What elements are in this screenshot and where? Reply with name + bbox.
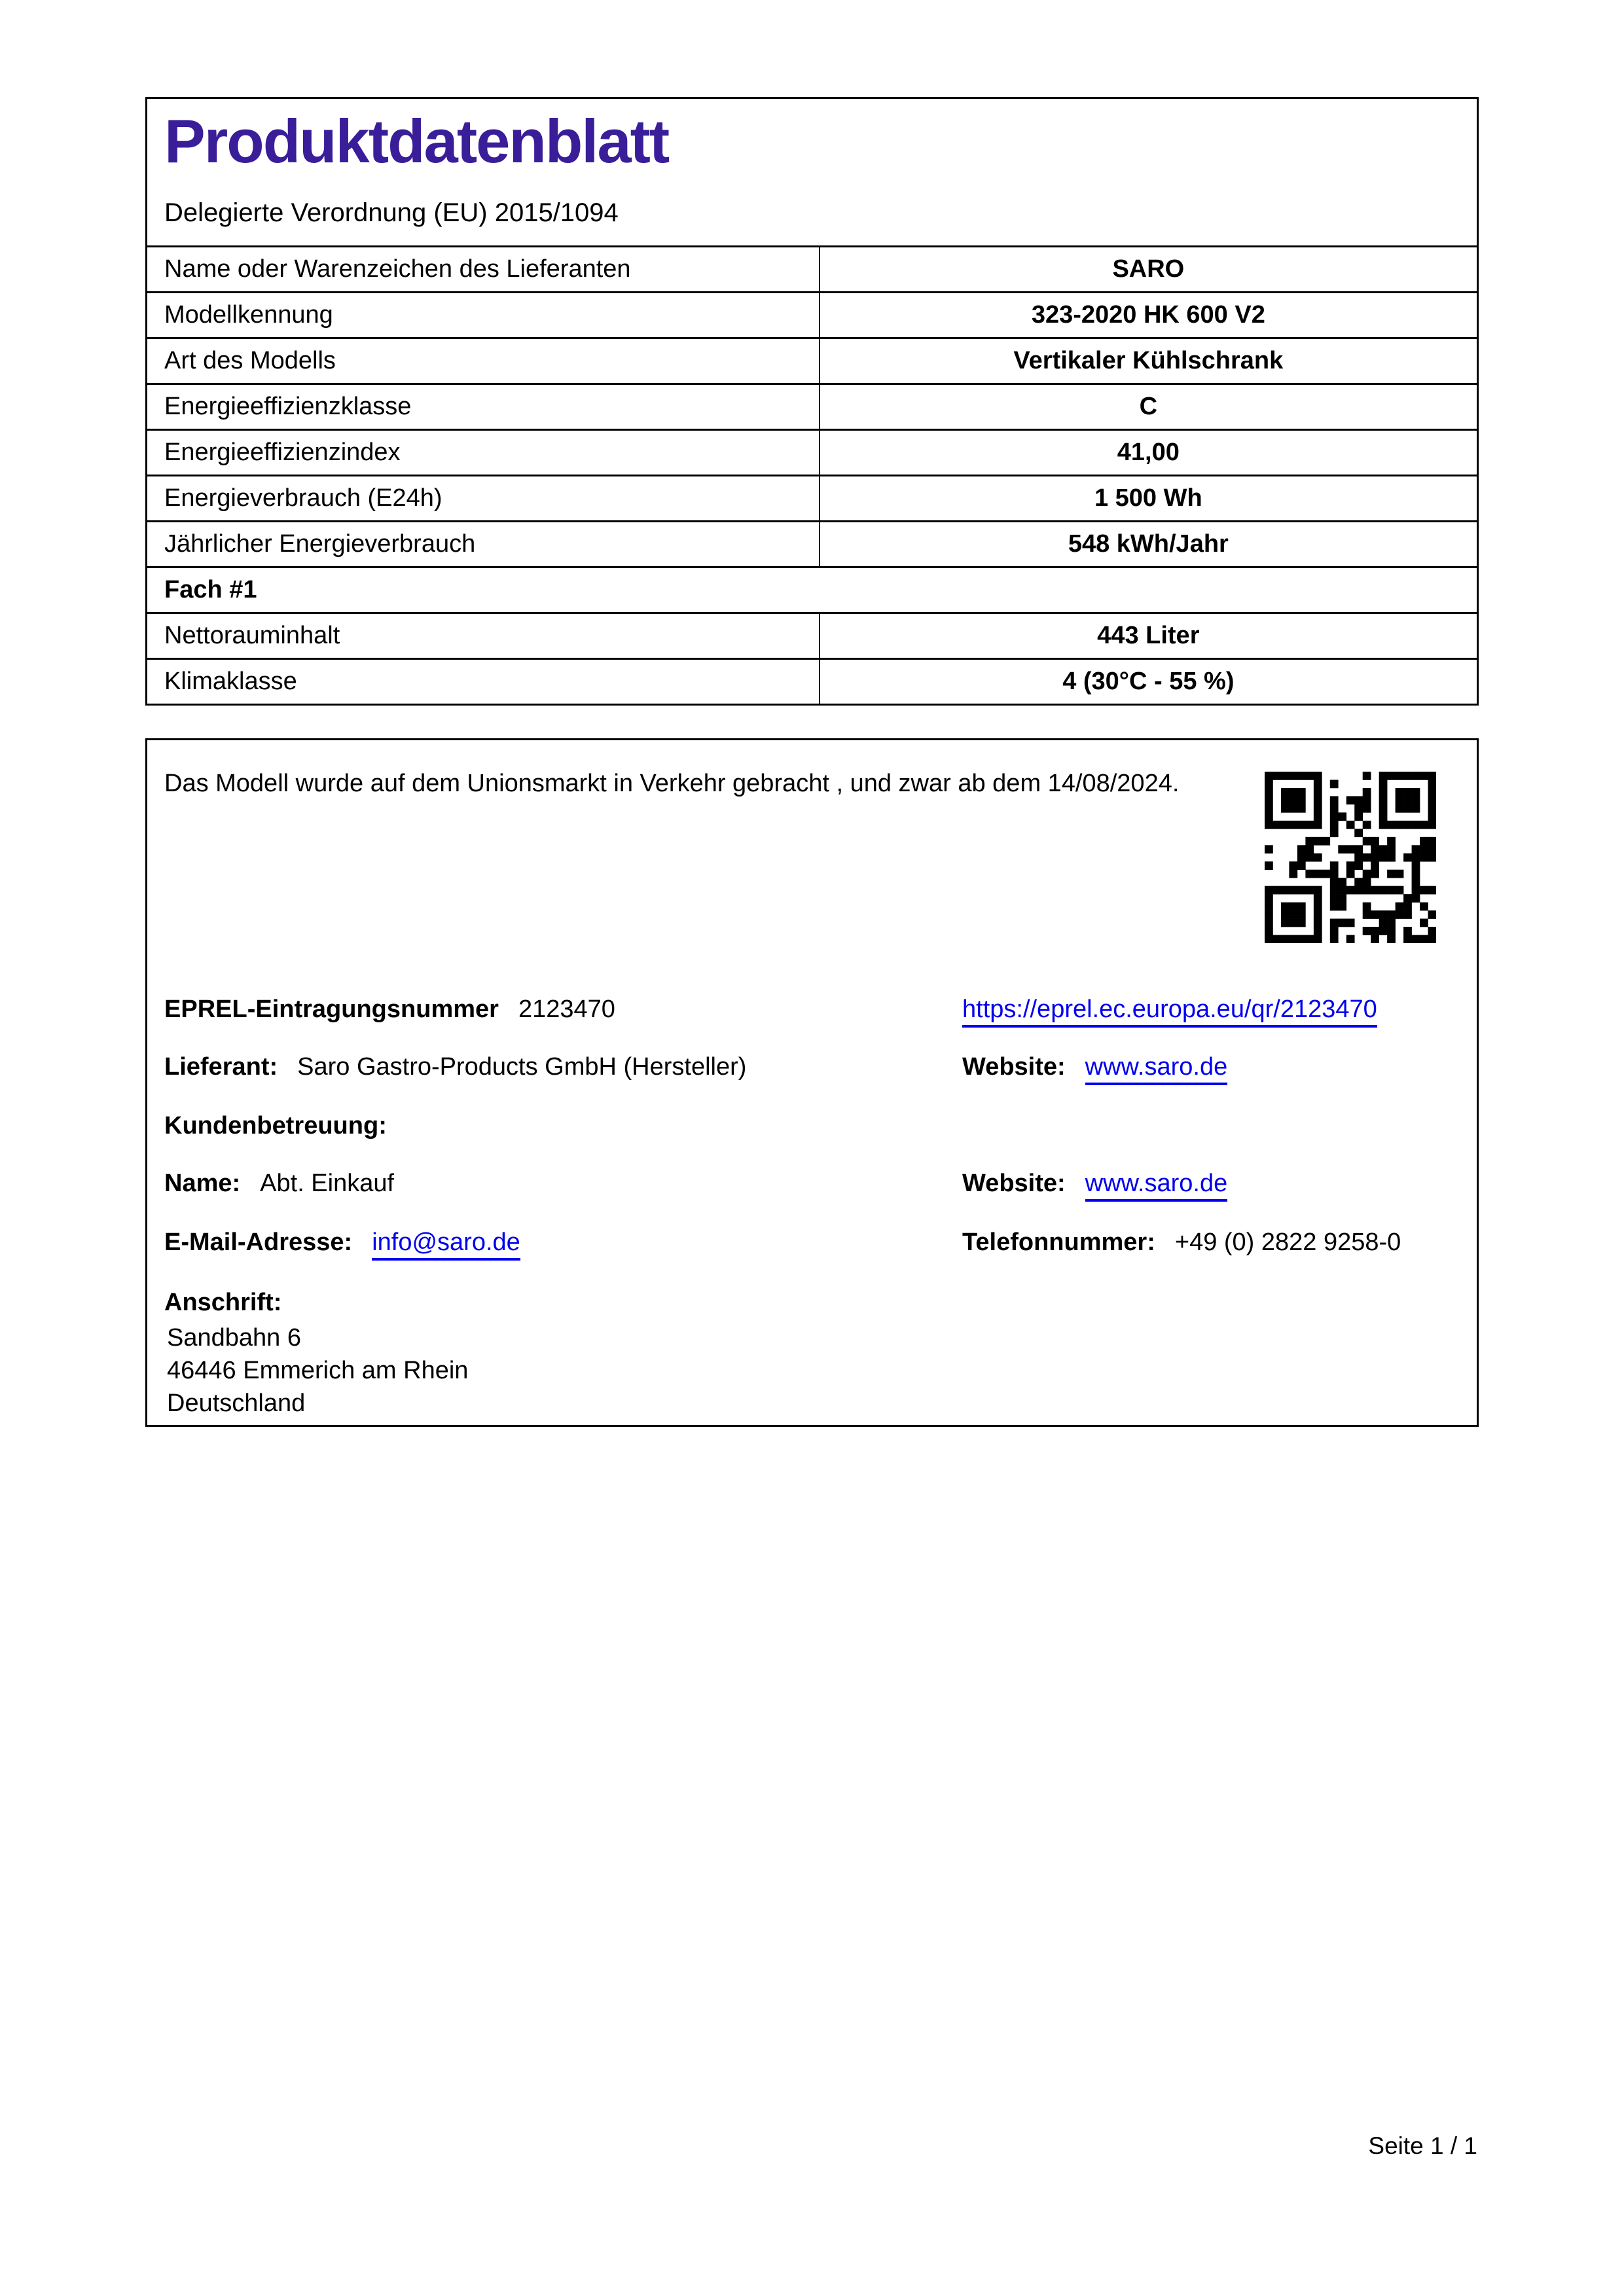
table-section-row [147,566,1477,612]
eprel-number-line [164,996,615,1024]
spec-label: Name oder Warenzeichen des Lieferanten [147,247,820,291]
spec-value: Vertikaler Kühlschrank [1013,347,1284,374]
email-line [164,1229,520,1257]
market-placement-text: Das Modell wurde auf dem Unionsmarkt in Verkehr gebracht , und zwar ab dem 14/08/2024. [164,770,1180,797]
qr-code-icon [1265,772,1436,943]
supplier-line [164,1053,746,1081]
spec-value: 1 500 Wh [1094,484,1202,512]
website-line [962,1053,1227,1081]
phone-line [962,1229,1401,1257]
spec-label: Klimaklasse [147,660,820,704]
spec-value: C [1139,393,1158,420]
table-row [147,245,1477,291]
phone-value: +49 (0) 2822 9258-0 [1174,1229,1401,1256]
spec-label: Energieeffizienzindex [147,431,820,475]
table-row [147,612,1477,658]
contact-name-value: Abt. Einkauf [260,1170,395,1197]
website-link[interactable]: www.saro.de [1085,1053,1228,1085]
eprel-number-value: 2123470 [518,996,615,1023]
supplier-label: Lieferant: [164,1053,278,1081]
spec-label: Jährlicher Energieverbrauch [147,522,820,566]
website-link-2[interactable]: www.saro.de [1085,1170,1228,1202]
address-street: Sandbahn 6 [167,1324,301,1352]
spec-label: Energieeffizienzklasse [147,385,820,429]
regulation-subtitle: Delegierte Verordnung (EU) 2015/1094 [164,198,619,227]
page-number: Seite 1 / 1 [1368,2132,1477,2159]
table-row [147,383,1477,429]
address-city: 46446 Emmerich am Rhein [167,1357,469,1384]
datasheet-table-box [145,97,1479,706]
spec-label: Nettorauminhalt [147,614,820,658]
website-line-2 [962,1170,1227,1198]
email-label: E-Mail-Adresse: [164,1229,353,1256]
contact-name-label: Name: [164,1170,241,1197]
eprel-url-link[interactable]: https://eprel.ec.europa.eu/qr/2123470 [962,996,1377,1028]
spec-value: 41,00 [1117,439,1180,466]
phone-label: Telefonnummer: [962,1229,1155,1256]
contact-name-line [164,1170,394,1198]
supplier-value: Saro Gastro-Products GmbH (Hersteller) [297,1053,747,1081]
section-label: Fach #1 [164,576,257,603]
supplier-info-box [145,738,1479,1427]
page-title: Produktdatenblatt [164,107,669,175]
table-row [147,475,1477,520]
table-row [147,520,1477,566]
address-label: Anschrift: [164,1289,282,1316]
datasheet-header [147,99,1477,245]
table-row [147,429,1477,475]
table-row [147,291,1477,337]
spec-value: 323-2020 HK 600 V2 [1031,301,1265,329]
eprel-url-line [962,996,1377,1024]
eprel-number-label: EPREL-Eintragungsnummer [164,996,499,1023]
spec-label: Energieverbrauch (E24h) [147,476,820,520]
table-row [147,337,1477,383]
spec-value: 443 Liter [1097,622,1200,649]
spec-label: Modellkennung [147,293,820,337]
spec-value: SARO [1112,255,1185,283]
spec-value: 548 kWh/Jahr [1068,530,1229,558]
website-label: Website: [962,1053,1066,1081]
address-country: Deutschland [167,1390,306,1417]
email-link[interactable]: info@saro.de [372,1229,520,1261]
website-label-2: Website: [962,1170,1066,1197]
spec-label: Art des Modells [147,339,820,383]
address-block [167,1321,468,1420]
customer-service-label: Kundenbetreuung: [164,1112,387,1139]
spec-value: 4 (30°C - 55 %) [1062,668,1235,695]
table-row [147,658,1477,704]
